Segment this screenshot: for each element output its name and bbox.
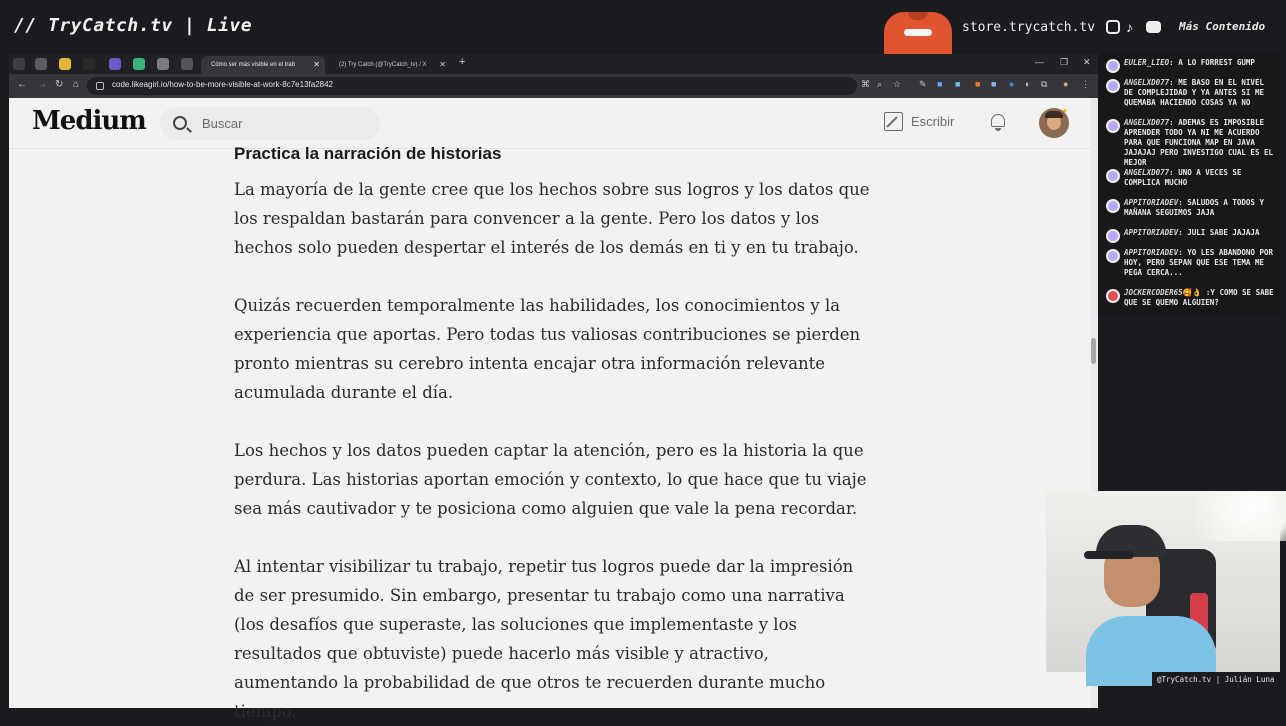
minimize-button[interactable]: — xyxy=(1035,57,1044,67)
extensions-puzzle-icon[interactable]: ⧉ xyxy=(1041,79,1048,89)
search-box[interactable] xyxy=(160,107,380,140)
stream-chat xyxy=(1098,54,1280,316)
tab-close-icon[interactable]: ✕ xyxy=(313,60,320,69)
extension-icon-1[interactable]: ■ xyxy=(937,79,943,89)
chat-message: ANGELXD077: ME BASO EN EL NIVEL DE COMPLEJIDAD Y YA ANTES SI ME QUEMABA HACIENDO COSAS YA NO xyxy=(1106,78,1276,108)
section-heading: Practica la narración de historias xyxy=(234,144,502,163)
reload-icon[interactable]: ↻ xyxy=(55,79,64,90)
maximize-button[interactable]: ❐ xyxy=(1060,57,1069,67)
tiktok-icon: ♪ xyxy=(1126,19,1133,35)
tab-strip xyxy=(9,54,1098,74)
extension-pen-icon[interactable]: ✎ xyxy=(919,79,927,89)
medium-logo[interactable]: Medium xyxy=(32,106,146,136)
extension-icon-5[interactable]: ● xyxy=(1009,79,1015,89)
forward-arrow-icon[interactable]: → xyxy=(37,79,47,90)
chat-badge-icon xyxy=(1106,79,1120,93)
more-content-label: Más Contenido xyxy=(1179,20,1266,33)
new-tab-button[interactable]: + xyxy=(459,56,466,68)
write-button[interactable] xyxy=(884,112,954,131)
extension-icon-4[interactable]: ■ xyxy=(991,79,997,89)
pinned-tab-2[interactable] xyxy=(59,58,71,70)
write-icon xyxy=(884,112,903,131)
article-paragraph: Quizás recuerden temporalmente las habilidades, los conocimientos y la experiencia que aportas. Pero todas tus valiosas contribuciones se pierden pronto mientras su cerebro intenta encajar otra información relevante acumulada durante el día. xyxy=(234,296,861,402)
home-icon[interactable]: ⌂ xyxy=(73,79,80,90)
chat-message: APPITORIADEV: YO LES ABANDONO POR HOY, PERO SEPAN QUE ESE TEMA ME PEGA CERCA... xyxy=(1106,248,1276,278)
article-paragraph: Al intentar visibilizar tu trabajo, repetir tus logros puede dar la impresión de ser presumido. Sin embargo, presentar tu trabajo como una narrativa (los desafíos que superaste, las soluciones que implementaste y los resultados que obtuviste) puede hacerlo más visible y atractivo, aumentando la probabilidad de que otros te recuerden durante mucho tiempo. xyxy=(234,557,854,721)
chat-badge-icon xyxy=(1106,59,1120,73)
extension-icon-3[interactable]: ■ xyxy=(975,79,981,89)
article-paragraph: Los hechos y los datos pueden captar la atención, pero es la historia la que perdura. Las historias aportan emoción y contexto, lo que hace que tu viaje sea más cautivador y te posiciona como alguien que vale la pena recordar. xyxy=(234,441,867,518)
tab-close-icon[interactable]: ✕ xyxy=(439,60,446,69)
tab-search-icon[interactable] xyxy=(13,58,25,70)
social-icons xyxy=(1106,20,1161,34)
pinned-tab-3[interactable] xyxy=(83,58,95,70)
chat-message: ANGELXD077: UNO A VECES SE COMPLICA MUCHO xyxy=(1106,168,1276,188)
stream-header xyxy=(0,0,1280,54)
pinned-tab-4[interactable] xyxy=(109,58,121,70)
tab-label: (2) Try Catch (@TryCatch_tv) / X xyxy=(339,62,427,68)
tab-label: Cómo ser más visible en el trab xyxy=(211,62,296,68)
pinned-tab-1[interactable] xyxy=(35,58,47,70)
merch-shirt-image xyxy=(884,12,952,54)
close-window-button[interactable]: ✕ xyxy=(1083,57,1091,67)
chat-badge-icon xyxy=(1106,289,1120,303)
stream-brand: // TryCatch.tv | Live xyxy=(14,15,253,36)
pinned-tab-7[interactable] xyxy=(181,58,193,70)
chat-badge-icon xyxy=(1106,229,1120,243)
chat-badge-icon xyxy=(1106,169,1120,183)
chat-message: APPITORIADEV: SALUDOS A TODOS Y MAÑANA SEGUIMOS JAJA xyxy=(1106,198,1276,218)
url-text: code.likeagirl.io/how-to-be-more-visible-at-work-8c7e13fa2842 xyxy=(112,80,333,89)
back-arrow-icon[interactable]: ← xyxy=(17,79,27,90)
webcam-caption: @TryCatch.tv | Julián Luna xyxy=(1152,672,1280,688)
tab-medium-article[interactable] xyxy=(201,56,325,74)
notifications-bell-icon[interactable] xyxy=(989,112,1007,132)
profile-icon[interactable]: ● xyxy=(1063,79,1069,89)
instagram-icon xyxy=(1106,20,1120,34)
medium-page xyxy=(9,98,1091,721)
chat-badge-icon xyxy=(1106,119,1120,133)
search-input[interactable] xyxy=(202,115,362,132)
address-bar-row xyxy=(9,74,1098,98)
browser-window xyxy=(9,54,1098,721)
zoom-icon[interactable]: ⌕ xyxy=(877,79,883,89)
article-paragraph: La mayoría de la gente cree que los hechos sobre sus logros y los datos que los respaldan bastarán para convencer a la gente. Pero los datos y los hechos solo pueden despertar el interés de los demás en ti y en tu trabajo. xyxy=(234,180,870,257)
webcam-feed xyxy=(1046,491,1280,672)
medium-header xyxy=(9,98,1091,149)
chat-message: ANGELXD077: ADEMAS ES IMPOSIBLE APRENDER TODO YA NI ME ACUERDO PARA QUE FUNCIONA MAP EN JAVA JAJAJAJ PERO INVESTIGO CUAL ES EL MEJOR xyxy=(1106,118,1276,168)
omnibox[interactable] xyxy=(87,77,857,95)
chat-message: APPITORIADEV: JULI SABE JAJAJA xyxy=(1106,228,1276,238)
member-star-icon: ✦ xyxy=(1061,106,1069,116)
pinned-tab-5[interactable] xyxy=(133,58,145,70)
chat-message: EULER_LIEO: A LO FORREST GUMP xyxy=(1106,58,1276,68)
bookmark-star-icon[interactable]: ☆ xyxy=(893,79,902,89)
search-icon xyxy=(173,116,187,130)
write-label: Escribir xyxy=(911,114,955,129)
browser-menu-icon[interactable]: ⋮ xyxy=(1081,79,1090,89)
extension-icon-6[interactable]: ◐ xyxy=(1025,79,1031,89)
translate-icon[interactable]: ⌘ xyxy=(861,79,870,89)
chat-badge-icon xyxy=(1106,199,1120,213)
tab-x-trycatch[interactable] xyxy=(329,56,451,74)
chat-message: JOCKERCODER65🥰👌 :Y COMO SE SABE QUE SE QUEMO ALGUIEN? xyxy=(1106,288,1276,308)
site-info-icon[interactable] xyxy=(96,82,104,90)
pinned-tab-6[interactable] xyxy=(157,58,169,70)
chat-badge-icon xyxy=(1106,249,1120,263)
store-url: store.trycatch.tv xyxy=(962,20,1096,35)
extension-icon-2[interactable]: ■ xyxy=(955,79,961,89)
youtube-icon xyxy=(1146,21,1161,33)
scrollbar-thumb[interactable] xyxy=(1091,338,1096,364)
